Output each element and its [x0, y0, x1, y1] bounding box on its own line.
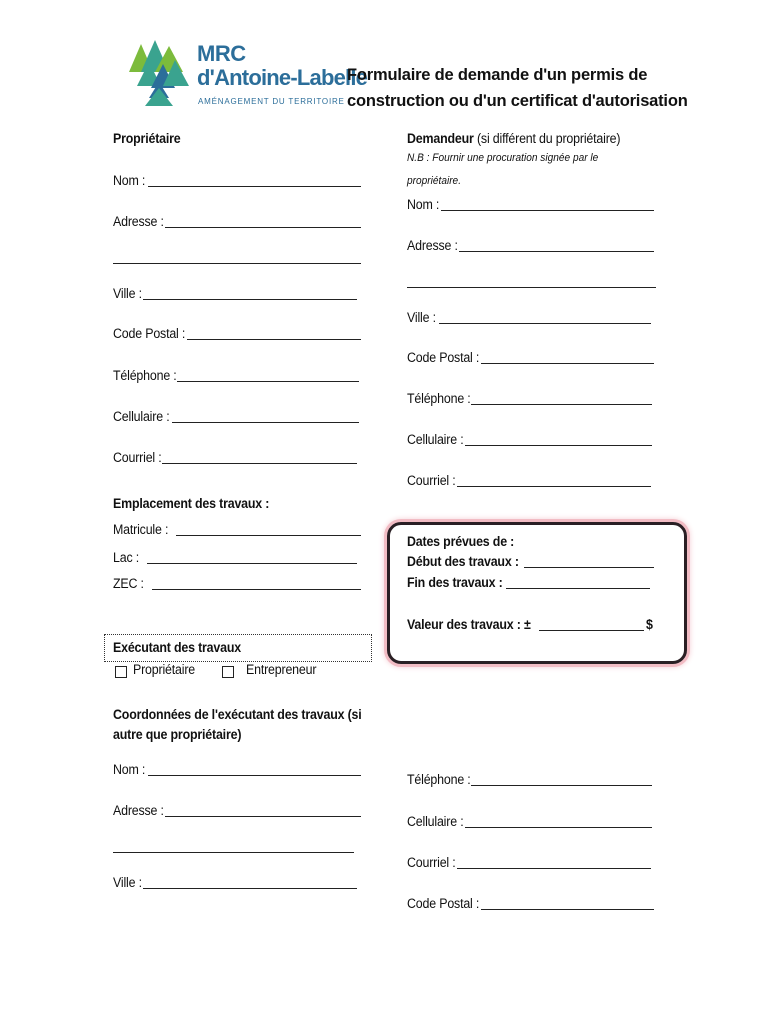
logo-tagline: AMÉNAGEMENT DU TERRITOIRE: [198, 97, 345, 106]
owner-adresse-field[interactable]: [165, 227, 361, 228]
location-zec-label: ZEC :: [113, 576, 144, 591]
location-matricule-field[interactable]: [176, 535, 361, 536]
contact-code-postal-field[interactable]: [481, 909, 654, 910]
applicant-cellulaire-field[interactable]: [465, 445, 652, 446]
executor-contractor-label: Entrepreneur: [246, 662, 317, 677]
executor-heading: Exécutant des travaux: [113, 640, 241, 655]
applicant-adresse-field-2[interactable]: [407, 287, 656, 288]
dates-currency: $: [646, 617, 653, 632]
applicant-courriel-field[interactable]: [457, 486, 651, 487]
contact-heading: [113, 705, 362, 745]
dates-heading: Dates prévues de :: [407, 534, 515, 549]
location-zec-field[interactable]: [152, 589, 361, 590]
dates-valeur-field[interactable]: [539, 630, 644, 631]
contact-code-postal-label: Code Postal :: [407, 896, 480, 911]
contact-telephone-field[interactable]: [471, 785, 652, 786]
mountains-icon: [127, 38, 191, 106]
dates-fin-field[interactable]: [506, 588, 650, 589]
owner-adresse-field-2[interactable]: [113, 263, 361, 264]
applicant-ville-field[interactable]: [439, 323, 651, 324]
location-heading: Emplacement des travaux :: [113, 496, 270, 511]
executor-owner-checkbox[interactable]: [115, 666, 127, 678]
applicant-adresse-field[interactable]: [459, 251, 654, 252]
location-lac-label: Lac :: [113, 550, 140, 565]
contact-courriel-label: Courriel :: [407, 855, 456, 870]
contact-nom-field[interactable]: [148, 775, 361, 776]
applicant-adresse-label: Adresse :: [407, 238, 458, 253]
location-lac-field[interactable]: [147, 563, 357, 564]
contact-nom-label: Nom :: [113, 762, 146, 777]
owner-cellulaire-field[interactable]: [172, 422, 359, 423]
dates-valeur-label: Valeur des travaux : ±: [407, 617, 531, 632]
contact-adresse-field-2[interactable]: [113, 852, 354, 853]
owner-ville-field[interactable]: [143, 299, 357, 300]
logo-name: d'Antoine-Labelle: [197, 65, 368, 90]
applicant-ville-label: Ville :: [407, 310, 436, 325]
contact-cellulaire-label: Cellulaire :: [407, 814, 464, 829]
applicant-code-postal-field[interactable]: [481, 363, 654, 364]
dates-fin-label: Fin des travaux :: [407, 575, 503, 590]
contact-telephone-label: Téléphone :: [407, 772, 471, 787]
contact-adresse-label: Adresse :: [113, 803, 164, 818]
dates-debut-field[interactable]: [524, 567, 654, 568]
owner-telephone-field[interactable]: [177, 381, 359, 382]
logo-mrc: MRC: [197, 41, 246, 66]
owner-courriel-field[interactable]: [162, 463, 357, 464]
title-line-2: construction ou d'un certificat d'autorisation: [347, 92, 688, 110]
contact-adresse-field[interactable]: [165, 816, 361, 817]
contact-ville-field[interactable]: [143, 888, 357, 889]
owner-adresse-label: Adresse :: [113, 214, 164, 229]
owner-nom-field[interactable]: [148, 186, 361, 187]
contact-courriel-field[interactable]: [457, 868, 651, 869]
owner-cellulaire-label: Cellulaire :: [113, 409, 170, 424]
owner-code-postal-label: Code Postal :: [113, 326, 186, 341]
contact-ville-label: Ville :: [113, 875, 142, 890]
contact-heading-line-2: autre que propriétaire): [113, 727, 242, 742]
applicant-nom-field[interactable]: [441, 210, 654, 211]
dates-debut-label: Début des travaux :: [407, 554, 519, 569]
applicant-nom-label: Nom :: [407, 197, 440, 212]
applicant-heading-note: (si différent du propriétaire): [476, 131, 621, 146]
logo: [127, 38, 368, 113]
owner-nom-label: Nom :: [113, 173, 146, 188]
page-title: [347, 62, 688, 114]
contact-heading-line-1: Coordonnées de l'exécutant des travaux (si: [113, 707, 362, 722]
title-line-1: Formulaire de demande d'un permis de: [347, 66, 648, 84]
applicant-telephone-field[interactable]: [471, 404, 652, 405]
applicant-heading-label: Demandeur: [407, 131, 474, 146]
executor-contractor-checkbox[interactable]: [222, 666, 234, 678]
owner-ville-label: Ville :: [113, 286, 142, 301]
applicant-nb-line-2: propriétaire.: [407, 175, 462, 187]
owner-code-postal-field[interactable]: [187, 339, 361, 340]
applicant-cellulaire-label: Cellulaire :: [407, 432, 464, 447]
applicant-heading: [407, 131, 620, 146]
applicant-code-postal-label: Code Postal :: [407, 350, 480, 365]
executor-owner-label: Propriétaire: [133, 662, 195, 677]
owner-courriel-label: Courriel :: [113, 450, 162, 465]
applicant-telephone-label: Téléphone :: [407, 391, 471, 406]
applicant-courriel-label: Courriel :: [407, 473, 456, 488]
location-matricule-label: Matricule :: [113, 522, 169, 537]
contact-cellulaire-field[interactable]: [465, 827, 652, 828]
owner-heading: Propriétaire: [113, 131, 181, 146]
applicant-nb-line-1: N.B : Fournir une procuration signée par le: [407, 152, 599, 164]
owner-telephone-label: Téléphone :: [113, 368, 177, 383]
